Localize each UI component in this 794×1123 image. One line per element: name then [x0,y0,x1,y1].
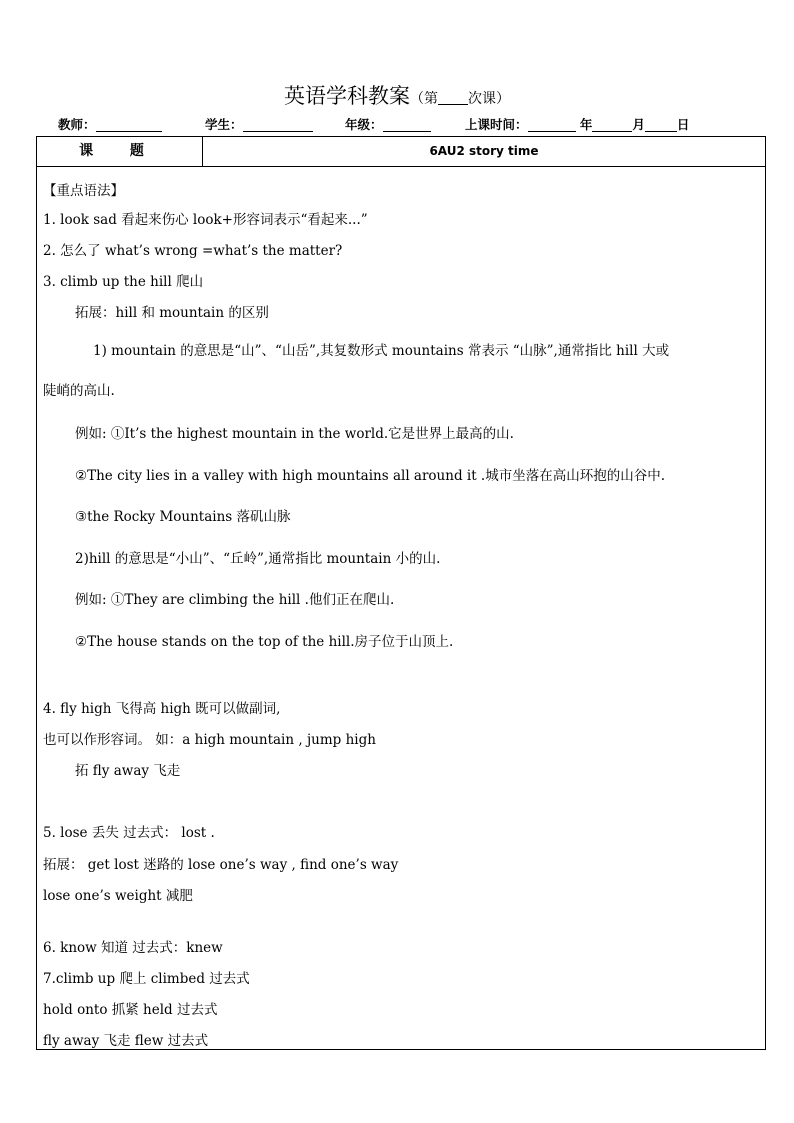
content-line-1: 1. look sad 看起来伤心 look+形容词表示“看起来...” [43,212,368,228]
document-title [0,80,794,110]
student-blank[interactable] [243,117,313,132]
content-line-9: ③the Rocky Mountains 落矶山脉 [75,509,291,525]
section-title: 【重点语法】 [43,183,124,199]
time-label: 上课时间： [465,117,528,132]
content-line-17: 拓展： get lost 迷路的 lose one’s way , find one’s way [43,857,399,873]
topic-value: 6AU2 story time [429,144,539,158]
lesson-table [36,136,766,1050]
student-field [205,115,313,133]
info-row [58,115,758,135]
content-line-19: 6. know 知道 过去式：knew [43,940,223,956]
content-line-20: 7.climb up 爬上 climbed 过去式 [43,971,250,987]
content-line-13: 4. fly high 飞得高 high 既可以做副词, [43,701,281,717]
grade-blank[interactable] [383,117,431,132]
title-main: 英语学科教案 [284,84,410,108]
student-label: 学生： [205,117,243,132]
month-label: 月 [632,117,645,132]
teacher-blank[interactable] [96,117,162,132]
lesson-number-blank[interactable] [438,90,468,105]
teacher-field [58,115,162,133]
day-label: 日 [676,117,690,132]
topic-row [37,137,765,167]
year-label: 年 [579,117,593,132]
year-blank[interactable] [592,117,632,132]
content-line-4: 拓展：hill 和 mountain 的区别 [75,305,269,321]
content-line-11: 例如: ①They are climbing the hill .他们正在爬山. [75,592,395,608]
content-line-6: 陡峭的高山. [43,383,115,399]
content-line-12: ②The house stands on the top of the hill.房子位于山顶上. [75,634,454,650]
content-line-2: 2. 怎么了 what’s wrong =what’s the matter? [43,243,343,259]
content-line-21: hold onto 抓紧 held 过去式 [43,1002,218,1018]
grade-field [345,115,431,133]
grade-label: 年级： [345,117,383,132]
content-line-7: 例如: ①It’s the highest mountain in the world.它是世界上最高的山. [75,426,514,442]
month-blank[interactable] [645,117,677,132]
content-line-3: 3. climb up the hill 爬山 [43,274,204,290]
content-line-10: 2)hill 的意思是“小山”、“丘岭”,通常指比 mountain 小的山. [75,551,441,567]
title-sub-prefix: （第 [410,91,438,107]
content-line-22: fly away 飞走 flew 过去式 [43,1033,209,1049]
content-line-14: 也可以作形容词。 如：a high mountain , jump high [43,732,376,748]
time-field [465,115,689,133]
content-line-16: 5. lose 丢失 过去式： lost . [43,825,215,841]
content-line-18: lose one’s weight 减肥 [43,888,193,904]
topic-label: 课 题 [37,137,203,166]
content-line-8: ②The city lies in a valley with high mountains all around it .城市坐落在高山环抱的山谷中. [75,468,665,484]
content-line-5: 1) mountain 的意思是“山”、“山岳”,其复数形式 mountains 常表示 “山脉”,通常指比 hill 大或 [93,343,670,359]
teacher-label: 教师： [58,117,96,132]
content-line-15: 拓 fly away 飞走 [75,763,181,779]
title-sub-suffix: 次课） [468,91,510,107]
time-blank[interactable] [528,117,576,132]
